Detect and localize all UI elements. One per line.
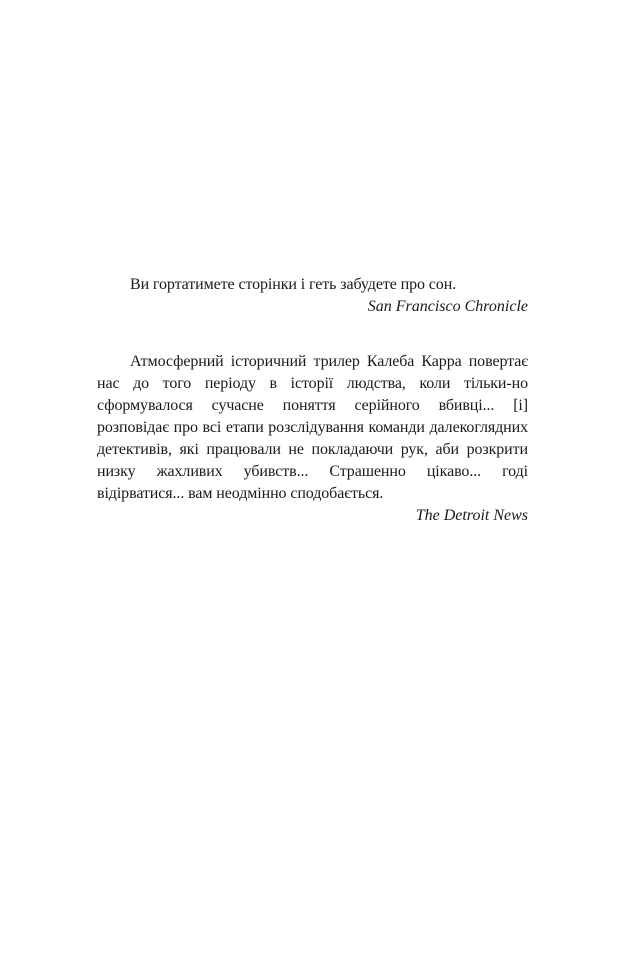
quote-source: The Detroit News [415, 507, 528, 524]
review-quote-san-francisco-chronicle [97, 274, 528, 318]
quote-text: Атмосферний історичний трилер Калеба Карра повертає нас до того періоду в історії людства, коли тільки-но сформувалося сучасне поняття серійного вбивці... [і] розповідає про всі етапи розслідування команди далекоглядних детективів, які працювали не покладаючи рук, аби розкрити низку жахливих убивств... Страшенно цікаво... годі відірватися... вам неодмінно сподобається. [97, 353, 528, 502]
quote-text: Ви гортатимете сторінки і геть забудете про сон. [130, 276, 457, 293]
quote-source: San Francisco Chronicle [367, 298, 528, 315]
review-quote-detroit-news [97, 351, 528, 527]
